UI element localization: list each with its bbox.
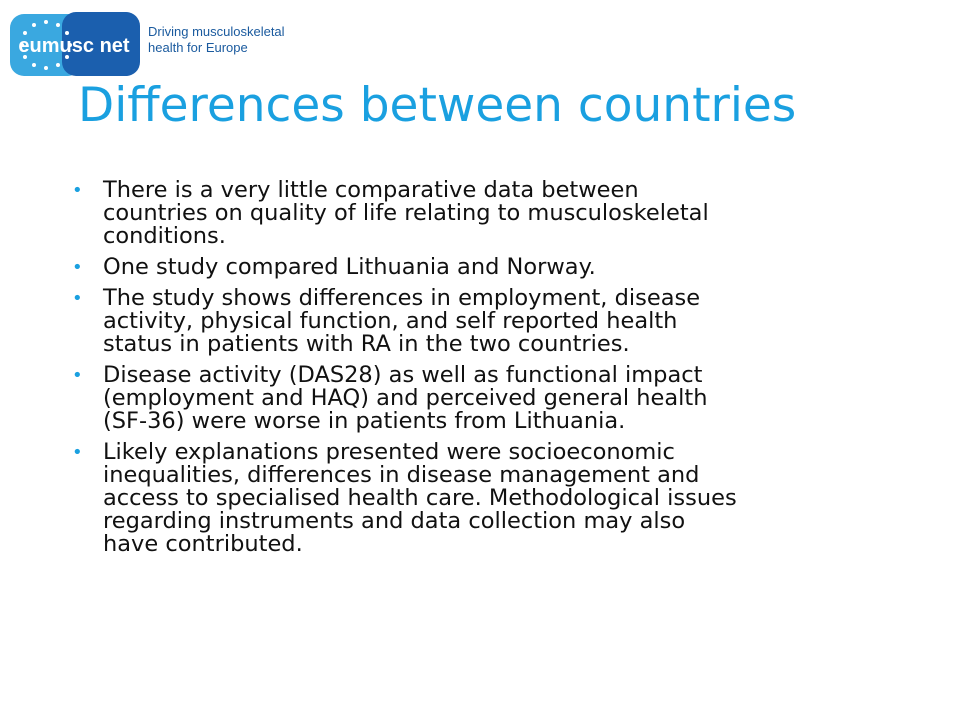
bullet-text: One study compared Lithuania and Norway. — [103, 254, 596, 280]
eumusc-logo-graphic — [10, 10, 145, 85]
slide-title: Differences between countries — [78, 78, 797, 133]
bullet-marker-icon: • — [72, 442, 83, 463]
bullet-text: Disease activity (DAS28) as well as functional impact (employment and HAQ) and perceived general health (SF-36) were worse in patients from Lithuania. — [103, 362, 708, 434]
logo-tagline — [148, 24, 288, 56]
bullet-marker-icon: • — [72, 180, 83, 201]
logo-tagline-line-1: Driving musculoskeletal — [148, 24, 285, 39]
bullet-item — [72, 287, 922, 356]
bullet-text: The study shows differences in employment, disease activity, physical function, and self reported health status in patients with RA in the two countries. — [103, 285, 701, 357]
bullet-marker-icon: • — [72, 288, 83, 309]
logo-tagline-line-2: health for Europe — [148, 40, 248, 55]
bullet-item — [72, 364, 922, 433]
bullet-text: There is a very little comparative data between countries on quality of life relating to musculoskeletal conditions. — [103, 177, 709, 249]
eumusc-logo — [10, 10, 285, 85]
bullet-marker-icon: • — [72, 365, 83, 386]
logo-brand-text: eumusc net — [18, 35, 130, 57]
bullet-item — [72, 179, 922, 248]
bullet-marker-icon: • — [72, 257, 83, 278]
bullet-item — [72, 441, 922, 556]
bullet-text: Likely explanations presented were socioeconomic inequalities, differences in disease management and access to specialised health care. Methodological issues regarding instruments and data collection may also have contributed. — [103, 439, 737, 557]
bullet-item — [72, 256, 922, 279]
bullet-list — [72, 179, 922, 564]
